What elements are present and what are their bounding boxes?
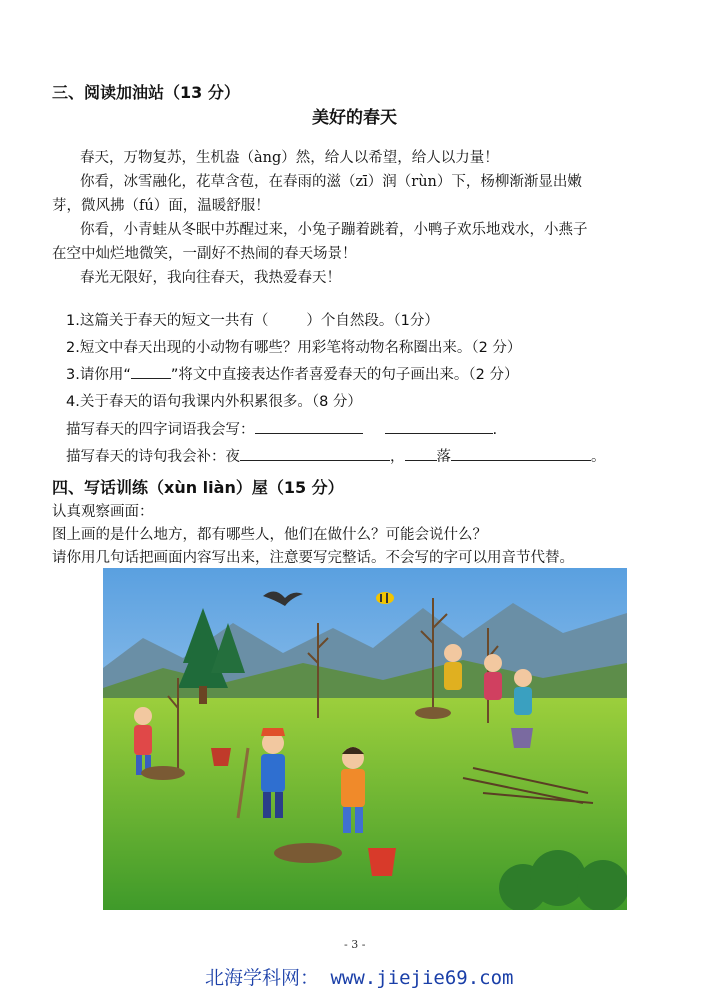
tree-planting-illustration [103, 568, 627, 910]
question-4a-prefix: 描写春天的四字词语我会写： [66, 422, 255, 438]
question-1 [66, 309, 439, 330]
page-number: - 3 - [344, 938, 366, 951]
question-3 [66, 363, 518, 384]
paragraph-2-line-1: 你看，冰雪融化，花草含苞，在春雨的滋（zī）润（rùn）下，杨柳渐渐显出嫩 [80, 174, 582, 190]
question-3-suffix: ”将文中直接表达作者喜爱春天的句子画出来。（2 分） [170, 367, 519, 383]
section4-line-2: 图上画的是什么地方，都有哪些人，他们在做什么？可能会说什么？ [52, 527, 487, 543]
section3-heading: 三、阅读加油站（13 分） [52, 83, 240, 102]
question-2: 2.短文中春天出现的小动物有哪些？用彩笔将动物名称圈出来。（2 分） [66, 340, 522, 356]
question-4: 4.关于春天的语句我课内外积累很多。（8 分） [66, 394, 362, 410]
footer-watermark: 北海学科网： www.jiejie69.com [205, 967, 514, 989]
question-1-prefix: 1.这篇关于春天的短文一共有（ [66, 313, 269, 329]
poem-blank-1[interactable] [240, 446, 390, 461]
bee [376, 592, 394, 604]
paragraph-4: 春光无限好，我向往春天，我热爱春天！ [80, 270, 341, 286]
question-4a-end: . [492, 422, 498, 438]
question-4b-prefix: 描写春天的诗句我会补：夜 [66, 449, 240, 465]
question-4a [66, 418, 497, 439]
poem-blank-3[interactable] [451, 446, 591, 461]
paragraph-3-line-1: 你看，小青蛙从冬眠中苏醒过来，小兔子蹦着跳着，小鸭子欢乐地戏水，小燕子 [80, 222, 588, 238]
question-4b-comma: ， [390, 449, 405, 465]
poem-blank-2[interactable] [405, 446, 437, 461]
question-1-answer-blank[interactable] [268, 311, 306, 325]
section4-line-3: 请你用几句话把画面内容写出来，注意要写完整话。不会写的字可以用音节代替。 [52, 550, 574, 566]
idiom-blank-1[interactable] [255, 419, 363, 434]
idiom-blank-2[interactable] [385, 419, 493, 434]
question-3-prefix: 3.请你用“ [66, 367, 131, 383]
paragraph-3-line-2: 在空中灿烂地微笑，一副好不热闹的春天场景！ [52, 246, 357, 262]
question-4b [66, 445, 606, 466]
paragraph-2-line-2: 芽，微风拂（fú）面，温暖舒服！ [52, 198, 270, 214]
passage-title: 美好的春天 [312, 108, 397, 128]
question-4b-end: 。 [591, 449, 606, 465]
section4-heading: 四、写话训练（xùn liàn）屋（15 分） [52, 478, 344, 497]
underline-sample [131, 364, 171, 379]
question-1-suffix: ）个自然段。（1分） [306, 313, 439, 329]
question-4b-word: 落 [436, 449, 451, 465]
section4-line-1: 认真观察画面： [52, 504, 154, 520]
paragraph-1: 春天，万物复苏，生机盎（àng）然，给人以希望，给人以力量！ [80, 150, 499, 166]
